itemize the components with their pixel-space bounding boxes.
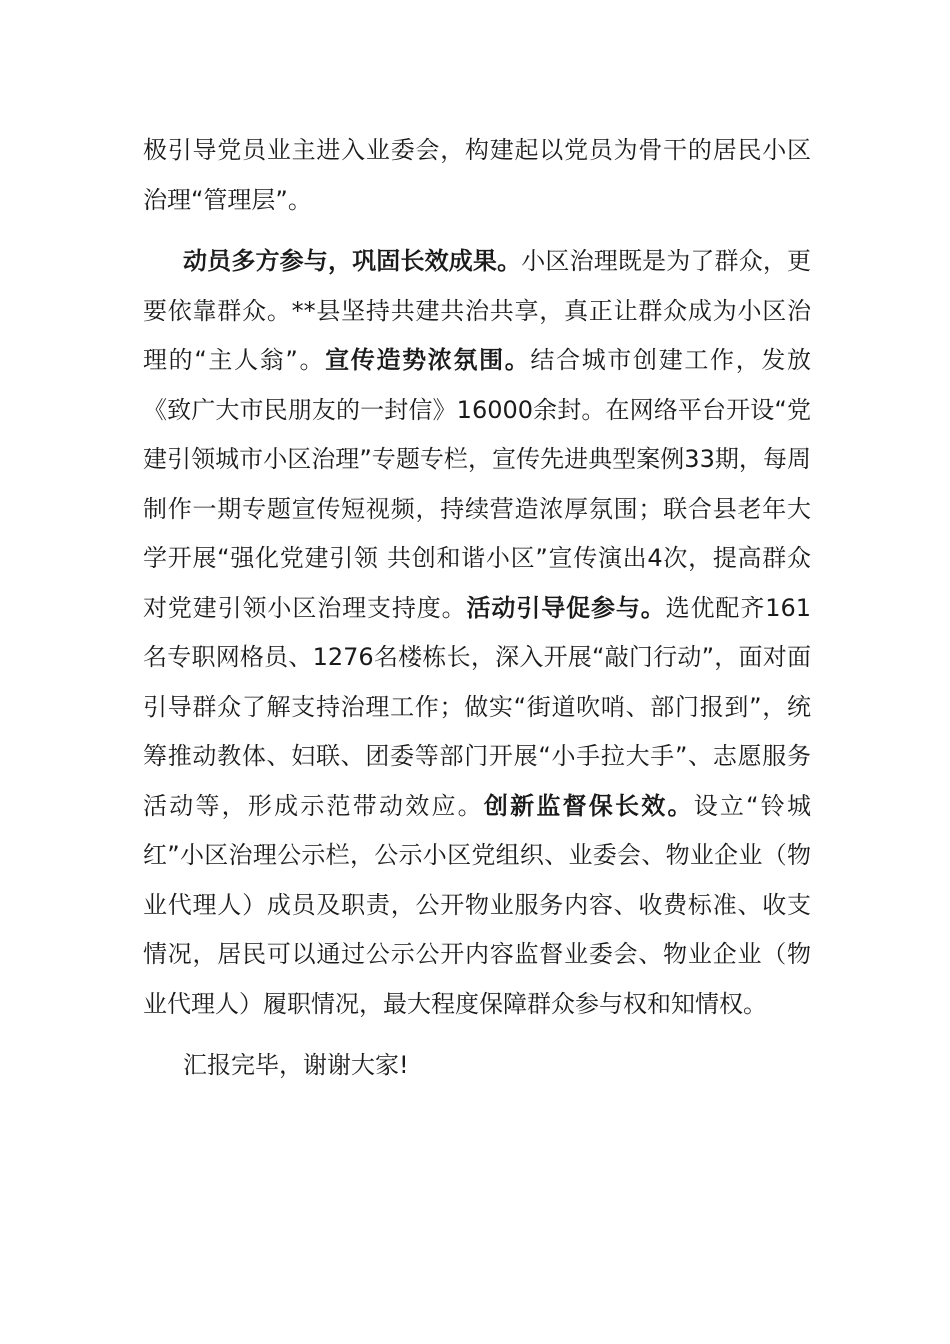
text-run: 设立“铃城红”小区治理公示栏，公示小区党组织、业委会、物业企业（物业代理人）成员及职责，公开物业服务内容、收费标准、收支情况，居民可以通过公示公开内容监督业委会、物业企业（物业代理人）履职情况，最大程度保障群众参与权和知情权。: [143, 791, 812, 1018]
paragraph-mobilize-participation: [143, 237, 811, 1029]
paragraph-continuation: [143, 126, 811, 225]
heading-run: 活动引导促参与。: [466, 593, 666, 622]
text-run: 选优配齐161名专职网格员、1276名楼栋长，深入开展“敲门行动”，面对面引导群众了解支持治理工作；做实“街道吹哨、部门报到”，统筹推动教体、妇联、团委等部门开展“小手拉大手”、志愿服务活动等，形成示范带动效应。: [143, 593, 812, 820]
paragraph-closing: [143, 1041, 811, 1091]
text-run: 极引导党员业主进入业委会，构建起以党员为骨干的居民小区治理“管理层”。: [143, 136, 811, 214]
heading-run: 创新监督保长效。: [483, 791, 694, 820]
heading-run: 动员多方参与，巩固长效成果。: [183, 247, 522, 275]
document-body: [143, 126, 811, 1091]
heading-run: 宣传造势浓氛围。: [325, 346, 531, 374]
text-run: 汇报完毕，谢谢大家!: [183, 1051, 409, 1079]
text-run: 小区治理既是为了群众，更要依靠群众。**县坚持共建共治共享，真正让群众成为小区治理的“主人翁”。: [143, 247, 812, 374]
text-run: 结合城市创建工作，发放《致广大市民朋友的一封信》16000余封。在网络平台开设“党建引领城市小区治理”专题专栏，宣传先进典型案例33期，每周制作一期专题宣传短视频，持续营造浓厚氛围；联合县老年大学开展“强化党建引领 共创和谐小区”宣传演出4次，提高群众对党建引领小区治理支持度。: [143, 346, 812, 622]
